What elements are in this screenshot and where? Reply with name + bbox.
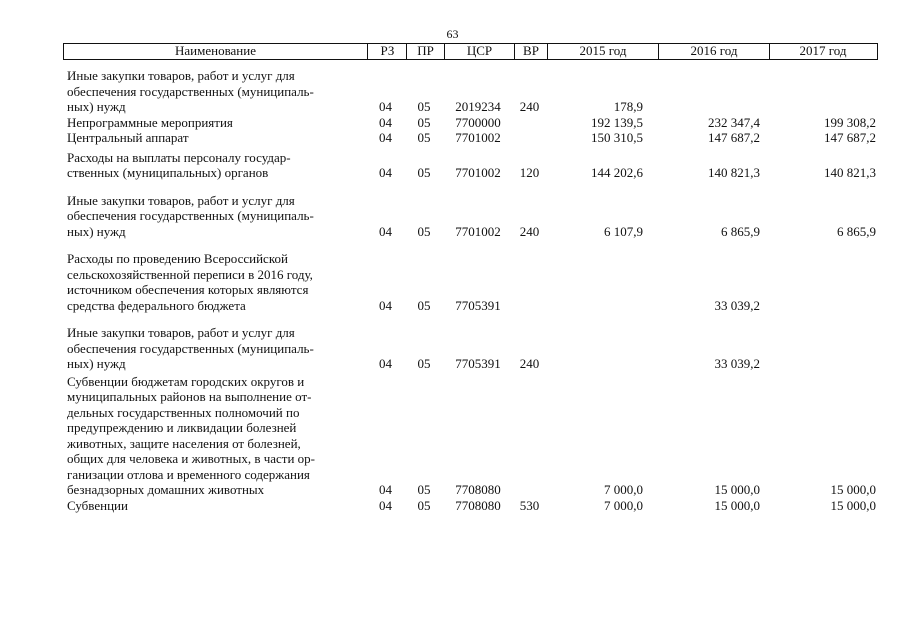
table-row xyxy=(63,325,878,372)
row-rz: 04 xyxy=(379,482,392,497)
row-name xyxy=(63,68,366,115)
row-rz: 04 xyxy=(379,297,392,313)
row-csr: 7701002 xyxy=(455,130,501,145)
row-name xyxy=(63,325,366,372)
row-rz: 04 xyxy=(379,130,392,145)
row-name-line: ганизации отлова и временного содержания xyxy=(67,466,310,482)
row-name xyxy=(63,115,366,131)
table-row xyxy=(63,498,878,514)
row-value-2015: 192 139,5 xyxy=(591,114,643,130)
row-name-line: сельскохозяйственной переписи в 2016 году, xyxy=(67,266,313,282)
row-value-2015: 7 000,0 xyxy=(604,482,643,497)
row-name-line: муниципальных районов на выполнение от- xyxy=(67,389,312,404)
row-name-line: Расходы на выплаты персоналу государ- xyxy=(67,149,291,165)
row-name-line: Иные закупки товаров, работ и услуг для xyxy=(67,325,295,340)
row-pr: 05 xyxy=(417,356,431,371)
row-name xyxy=(63,130,366,146)
row-csr: 7705391 xyxy=(455,297,501,313)
row-vr: 530 xyxy=(519,497,540,513)
row-value-2015: 178,9 xyxy=(613,99,643,114)
row-name-line: источником обеспечения которых являются xyxy=(67,282,309,297)
row-rz: 04 xyxy=(379,223,392,239)
row-value-2015: 7 000,0 xyxy=(604,497,643,513)
table-row xyxy=(63,374,878,498)
header-csr: ЦСР xyxy=(466,43,493,58)
row-value-2015: 6 107,9 xyxy=(604,223,643,239)
table-header xyxy=(63,43,878,60)
row-value-2016: 6 865,9 xyxy=(721,223,760,239)
row-name-line: ственных (муниципальных) органов xyxy=(67,165,269,180)
row-name-line: дельных государственных полномочий по xyxy=(67,404,300,420)
header-2017: 2017 год xyxy=(799,43,847,58)
budget-table xyxy=(63,43,878,513)
row-pr: 05 xyxy=(417,297,431,313)
row-csr: 7701002 xyxy=(455,223,501,239)
row-csr: 2019234 xyxy=(455,99,501,114)
row-name-line: Субвенции xyxy=(67,497,128,513)
row-name-line: средства федерального бюджета xyxy=(67,297,246,313)
row-pr: 05 xyxy=(417,165,431,180)
row-value-2016: 140 821,3 xyxy=(708,165,760,180)
row-name xyxy=(63,251,366,313)
row-value-2017: 15 000,0 xyxy=(830,497,876,513)
row-value-2017: 6 865,9 xyxy=(837,223,876,239)
row-csr: 7708080 xyxy=(455,482,501,497)
row-value-2016: 147 687,2 xyxy=(708,130,760,145)
row-csr: 7701002 xyxy=(455,165,501,180)
row-rz: 04 xyxy=(379,497,392,513)
header-2015: 2015 год xyxy=(579,43,627,58)
table-row xyxy=(63,68,878,115)
row-pr: 05 xyxy=(417,497,431,513)
row-name-line: ных) нужд xyxy=(67,223,126,239)
header-vr: ВР xyxy=(523,43,539,58)
row-rz: 04 xyxy=(379,114,392,130)
row-name-line: ных) нужд xyxy=(67,99,126,114)
row-csr: 7700000 xyxy=(455,114,501,130)
row-value-2016: 33 039,2 xyxy=(714,356,760,371)
row-rz: 04 xyxy=(379,356,392,371)
table-row xyxy=(63,115,878,131)
row-vr: 240 xyxy=(519,99,540,114)
table-row xyxy=(63,150,878,181)
table-row xyxy=(63,193,878,240)
row-value-2016: 232 347,4 xyxy=(708,114,760,130)
row-name-line: обеспечения государственных (муниципаль- xyxy=(67,83,314,99)
header-name: Наименование xyxy=(175,43,256,58)
row-name-line: Субвенции бюджетам городских округов и xyxy=(67,373,305,389)
row-name xyxy=(63,374,366,498)
row-name-line: предупреждению и ликвидации болезней xyxy=(67,420,297,435)
row-vr: 240 xyxy=(519,223,540,239)
row-pr: 05 xyxy=(417,114,431,130)
table-row xyxy=(63,251,878,313)
row-value-2015: 144 202,6 xyxy=(591,165,643,180)
row-name-line: обеспечения государственных (муниципаль- xyxy=(67,208,314,223)
row-name-line: Расходы по проведению Всероссийской xyxy=(67,251,288,266)
row-name-line: обеспечения государственных (муниципаль- xyxy=(67,340,314,356)
row-name-line: ных) нужд xyxy=(67,356,126,371)
row-pr: 05 xyxy=(417,99,431,114)
row-csr: 7708080 xyxy=(455,497,501,513)
row-value-2015: 150 310,5 xyxy=(591,130,643,145)
row-csr: 7705391 xyxy=(455,356,501,371)
row-name xyxy=(63,498,366,514)
page-number: 63 xyxy=(446,27,459,41)
row-name-line: Непрограммные мероприятия xyxy=(67,114,233,130)
header-pr: ПР xyxy=(417,43,434,58)
row-value-2016: 15 000,0 xyxy=(714,497,760,513)
row-name-line: Иные закупки товаров, работ и услуг для xyxy=(67,68,295,83)
row-pr: 05 xyxy=(417,130,431,145)
row-pr: 05 xyxy=(417,223,431,239)
header-2016: 2016 год xyxy=(690,43,738,58)
row-rz: 04 xyxy=(379,165,392,180)
table-body xyxy=(63,68,878,513)
row-value-2016: 33 039,2 xyxy=(714,297,760,313)
row-value-2016: 15 000,0 xyxy=(714,482,760,497)
row-value-2017: 140 821,3 xyxy=(824,165,876,180)
row-pr: 05 xyxy=(417,482,431,497)
row-vr: 240 xyxy=(519,356,540,371)
row-name-line: безнадзорных домашних животных xyxy=(67,482,265,497)
row-vr: 120 xyxy=(519,165,540,180)
row-rz: 04 xyxy=(379,99,392,114)
row-name xyxy=(63,193,366,240)
row-value-2017: 147 687,2 xyxy=(824,130,876,145)
row-value-2017: 199 308,2 xyxy=(824,114,876,130)
row-name-line: общих для человека и животных, в части ор- xyxy=(67,451,316,466)
header-rz: РЗ xyxy=(380,43,395,58)
row-value-2017: 15 000,0 xyxy=(830,482,876,497)
row-name xyxy=(63,150,366,181)
row-name-line: животных, защите населения от болезней, xyxy=(67,435,301,451)
row-name-line: Иные закупки товаров, работ и услуг для xyxy=(67,192,295,208)
row-name-line: Центральный аппарат xyxy=(67,130,189,145)
table-row xyxy=(63,130,878,146)
